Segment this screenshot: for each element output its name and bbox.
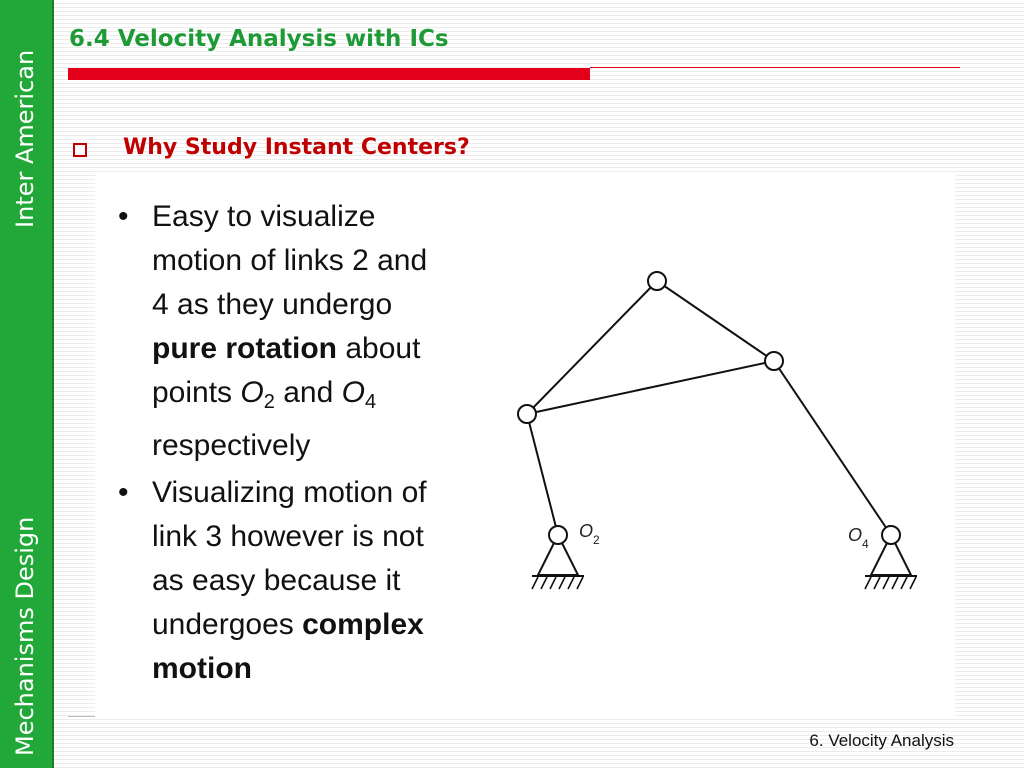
point2-line1: Visualizing motion of	[152, 476, 427, 509]
label-o4: O	[848, 525, 863, 545]
point2-line5: motion	[152, 652, 252, 685]
point1-line5-a: points	[152, 376, 241, 409]
rocker-link-4	[774, 361, 891, 535]
slide-title: 6.4 Velocity Analysis with ICs	[69, 26, 449, 52]
bullet-icon: •	[118, 476, 129, 509]
label-o2: O	[579, 521, 594, 541]
joint-right	[765, 352, 783, 370]
point1-line1: Easy to visualize	[152, 200, 376, 233]
footer-text: 6. Velocity Analysis	[809, 731, 954, 750]
point2-line3: as easy because it	[152, 564, 401, 597]
point1-line3: 4 as they undergo	[152, 288, 393, 321]
sidebar-bottom-text: Mechanisms Design	[11, 516, 39, 756]
bullet-icon: •	[118, 200, 129, 233]
link-left-upper	[527, 281, 657, 414]
point1-bold-text: pure rotation	[152, 332, 337, 365]
slide-subtitle: Why Study Instant Centers?	[123, 135, 470, 160]
point1-line2: motion of links 2 and	[152, 244, 428, 277]
link-top-right	[657, 281, 774, 361]
o2-subscript: 2	[263, 391, 275, 413]
point2-line4-a: undergoes	[152, 608, 303, 641]
o2-symbol: O	[240, 376, 264, 409]
coupler-link	[527, 361, 774, 414]
point2-bold-text: complex	[302, 608, 424, 641]
joint-top	[648, 272, 666, 290]
pivot-o4	[882, 526, 900, 544]
point1-line5-b: and	[274, 376, 342, 409]
o4-subscript: 4	[364, 391, 377, 413]
point1-line4-rest: about	[337, 332, 421, 365]
joint-left	[518, 405, 536, 423]
point2-line2: link 3 however is not	[152, 520, 424, 553]
point1-line6: respectively	[152, 429, 311, 462]
label-o4-sub: 4	[862, 537, 869, 551]
sidebar-top-text: Inter American	[11, 49, 39, 228]
label-o2-sub: 2	[593, 533, 600, 547]
pivot-o2	[549, 526, 567, 544]
crank-link-2	[527, 414, 558, 535]
o4-symbol: O	[341, 376, 365, 409]
